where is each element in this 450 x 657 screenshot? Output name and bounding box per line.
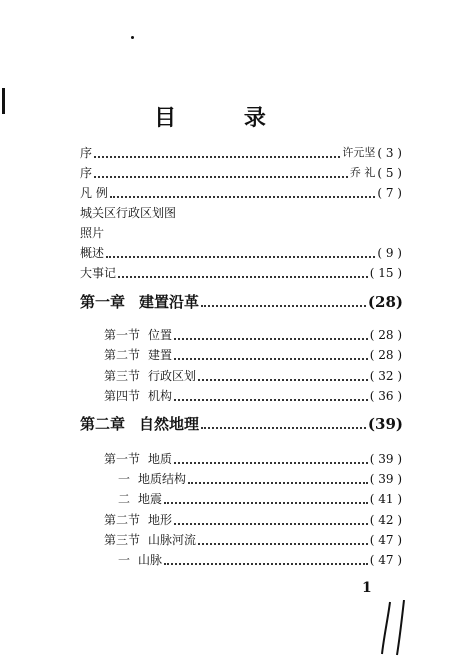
- toc-entry: [104, 328, 402, 342]
- leader-dots: [198, 535, 368, 545]
- leader-dots: [164, 494, 368, 504]
- leader-dots: [174, 515, 368, 525]
- toc-entry: [80, 186, 402, 200]
- entry-label: 地震: [138, 492, 163, 506]
- section-number: 第二节: [104, 513, 141, 527]
- entry-page: ( 39 ): [369, 472, 402, 486]
- entry-label: 山脉: [138, 553, 163, 567]
- entry-label: 地质结构: [138, 472, 187, 486]
- leader-dots: [164, 555, 368, 565]
- toc-entry: [104, 533, 402, 547]
- entry-label: 城关区行政区划图: [80, 206, 177, 220]
- leader-dots: [201, 419, 366, 429]
- binding-mark: [2, 88, 5, 114]
- entry-label: 凡 例: [80, 186, 108, 200]
- leader-dots: [174, 454, 368, 464]
- entry-label: 概述: [80, 246, 105, 260]
- entry-page: ( 28 ): [369, 348, 402, 362]
- toc-entry: [80, 166, 402, 180]
- entry-author: 许元坚: [342, 146, 376, 159]
- entry-label: 大事记: [80, 266, 117, 280]
- entry-label: 序: [80, 166, 93, 180]
- toc-entry: [104, 389, 402, 403]
- section-number: 第四节: [104, 389, 141, 403]
- leader-dots: [94, 168, 348, 178]
- section-number: 第一节: [104, 328, 141, 342]
- entry-page: ( 7 ): [377, 186, 402, 200]
- toc-entry: [80, 146, 402, 160]
- entry-label: 行政区划: [148, 369, 197, 383]
- leader-dots: [110, 188, 376, 198]
- chapter-number: 第一章: [80, 293, 126, 311]
- chapter-page: (28): [367, 293, 403, 311]
- toc-entry: [118, 472, 402, 486]
- entry-author: 乔 礼: [349, 166, 376, 179]
- entry-page: ( 32 ): [369, 369, 402, 383]
- section-number: 第三节: [104, 533, 141, 547]
- section-number: 二: [118, 492, 131, 506]
- leader-dots: [118, 268, 368, 278]
- entry-page: ( 5 ): [377, 166, 402, 180]
- pen-scribble: [378, 600, 414, 656]
- section-number: 第一节: [104, 452, 141, 466]
- toc-entry: [80, 266, 402, 280]
- entry-page: ( 47 ): [369, 533, 402, 547]
- toc-entry: [104, 369, 402, 383]
- chapter-title: 自然地理: [139, 415, 200, 433]
- toc-entry: [80, 246, 402, 260]
- toc-entry: [118, 492, 402, 506]
- section-number: 一: [118, 553, 131, 567]
- section-number: 第二节: [104, 348, 141, 362]
- entry-page: ( 39 ): [369, 452, 402, 466]
- entry-label: 山脉河流: [148, 533, 197, 547]
- entry-page: ( 41 ): [369, 492, 402, 506]
- entry-label: 位置: [148, 328, 173, 342]
- toc-chapter: [80, 293, 403, 311]
- entry-label: 地质: [148, 452, 173, 466]
- toc-entry: [104, 452, 402, 466]
- toc-entry: [118, 553, 402, 567]
- leader-dots: [174, 330, 368, 340]
- leader-dots: [94, 148, 340, 158]
- section-number: 第三节: [104, 369, 141, 383]
- entry-label: 建置: [148, 348, 173, 362]
- entry-page: ( 36 ): [369, 389, 402, 403]
- entry-label: 照片: [80, 226, 105, 240]
- entry-page: ( 9 ): [377, 246, 402, 260]
- chapter-number: 第二章: [80, 415, 126, 433]
- entry-page: ( 15 ): [369, 266, 402, 280]
- section-number: 一: [118, 472, 131, 486]
- toc-entry: [80, 206, 402, 220]
- toc-entry: [104, 348, 402, 362]
- scan-speck: [131, 36, 134, 39]
- chapter-page: (39): [367, 415, 403, 433]
- entry-label: 序: [80, 146, 93, 160]
- chapter-title: 建置沿革: [139, 293, 200, 311]
- leader-dots: [198, 371, 368, 381]
- toc-entry: [80, 226, 402, 240]
- page-title: 目 录: [154, 105, 296, 131]
- entry-label: 地形: [148, 513, 173, 527]
- leader-dots: [188, 474, 368, 484]
- entry-page: ( 47 ): [369, 553, 402, 567]
- leader-dots: [106, 248, 375, 258]
- leader-dots: [201, 297, 366, 307]
- page-number: 1: [362, 580, 372, 596]
- leader-dots: [174, 391, 368, 401]
- entry-page: ( 42 ): [369, 513, 402, 527]
- toc-chapter: [80, 415, 403, 433]
- entry-label: 机构: [148, 389, 173, 403]
- entry-page: ( 28 ): [369, 328, 402, 342]
- entry-page: ( 3 ): [377, 146, 402, 160]
- leader-dots: [174, 350, 368, 360]
- toc-entry: [104, 513, 402, 527]
